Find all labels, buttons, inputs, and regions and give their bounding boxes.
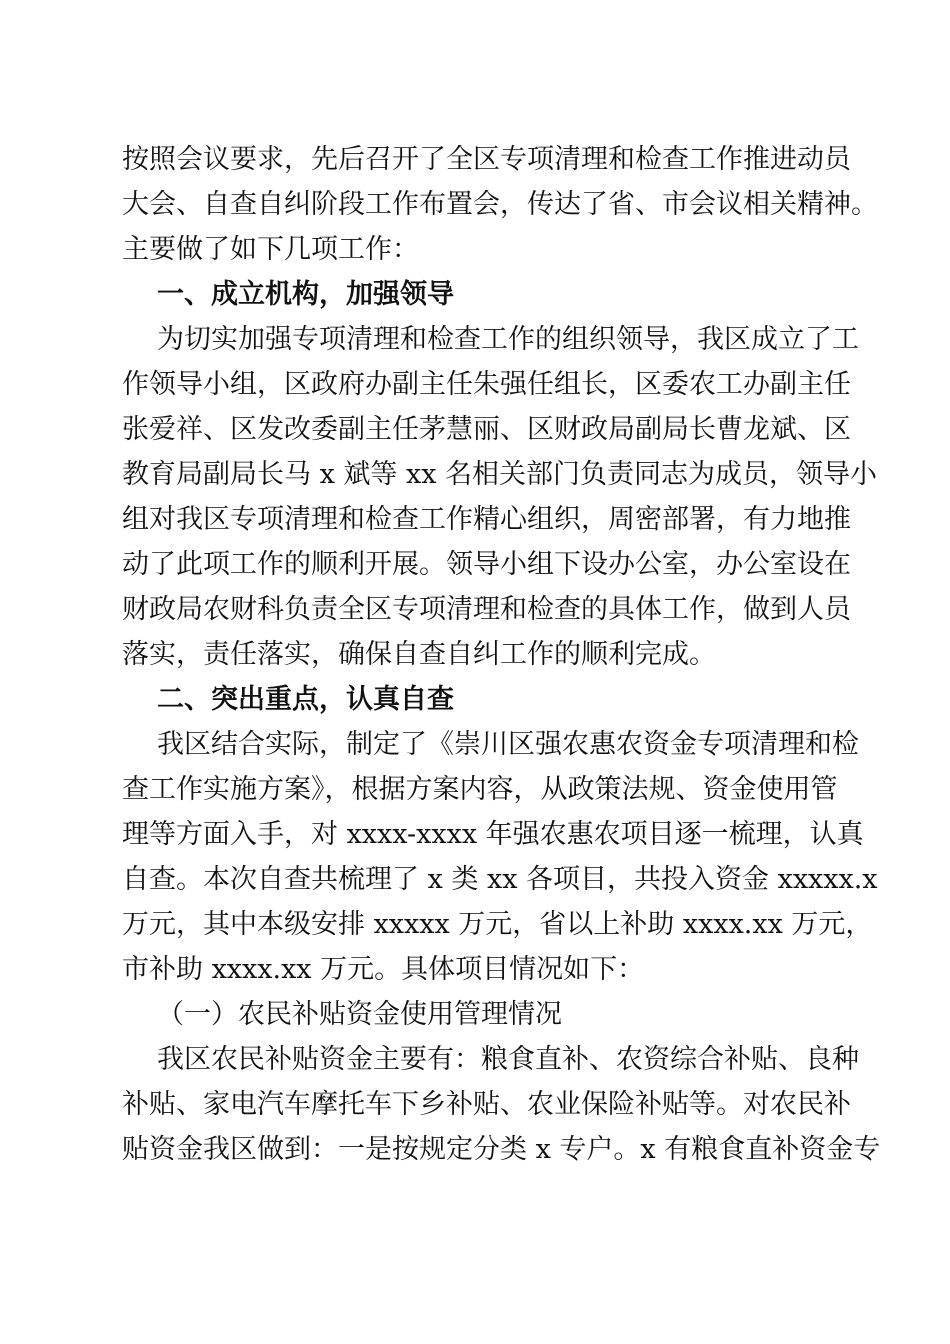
- section1-line-8: 落实，责任落实，确保自查自纠工作的顺利完成。: [122, 639, 716, 670]
- section1-line-5: 组对我区专项清理和检查工作精心组织，周密部署，有力地推: [122, 504, 851, 535]
- subsection1-line-1: 我区农民补贴资金主要有：粮食直补、农资综合补贴、良种: [157, 1044, 859, 1075]
- section2-line-3: 理等方面入手，对 xxxx-xxxx 年强农惠农项目逐一梳理，认真: [122, 819, 864, 850]
- section1-line-3: 张爱祥、区发改委副主任茅慧丽、区财政局副局长曹龙斌、区: [122, 414, 851, 445]
- intro-line-2: 大会、自查自纠阶段工作布置会，传达了省、市会议相关精神。: [122, 189, 878, 220]
- section1-line-2: 作领导小组，区政府办副主任朱强任组长，区委农工办副主任: [122, 369, 851, 400]
- subsection-heading-1: （一）农民补贴资金使用管理情况: [157, 999, 562, 1030]
- section2-line-5: 万元，其中本级安排 xxxxx 万元，省以上补助 xxxx.xx 万元，: [122, 909, 873, 940]
- subsection1-line-3: 贴资金我区做到：一是按规定分类 x 专户。x 有粮食直补资金专: [122, 1134, 881, 1165]
- intro-line-1: 按照会议要求，先后召开了全区专项清理和检查工作推进动员: [122, 144, 851, 175]
- section1-line-7: 财政局农财科负责全区专项清理和检查的具体工作，做到人员: [122, 594, 851, 625]
- section2-line-1: 我区结合实际，制定了《崇川区强农惠农资金专项清理和检: [157, 729, 859, 760]
- section2-line-4: 自查。本次自查共梳理了 x 类 xx 各项目，共投入资金 xxxxx.x: [122, 864, 878, 895]
- section2-line-6: 市补助 xxxx.xx 万元。具体项目情况如下：: [122, 954, 645, 985]
- subsection1-line-2: 补贴、家电汽车摩托车下乡补贴、农业保险补贴等。对农民补: [122, 1089, 851, 1120]
- section-heading-2: 二、突出重点，认真自查: [157, 684, 454, 715]
- section1-line-1: 为切实加强专项清理和检查工作的组织领导，我区成立了工: [157, 324, 859, 355]
- section2-line-2: 查工作实施方案》，根据方案内容，从政策法规、资金使用管: [122, 774, 838, 805]
- intro-line-3: 主要做了如下几项工作：: [122, 234, 419, 265]
- section1-line-4: 教育局副局长马 x 斌等 xx 名相关部门负责同志为成员，领导小: [122, 459, 878, 490]
- section-heading-1: 一、成立机构，加强领导: [157, 279, 454, 310]
- section1-line-6: 动了此项工作的顺利开展。领导小组下设办公室，办公室设在: [122, 549, 851, 580]
